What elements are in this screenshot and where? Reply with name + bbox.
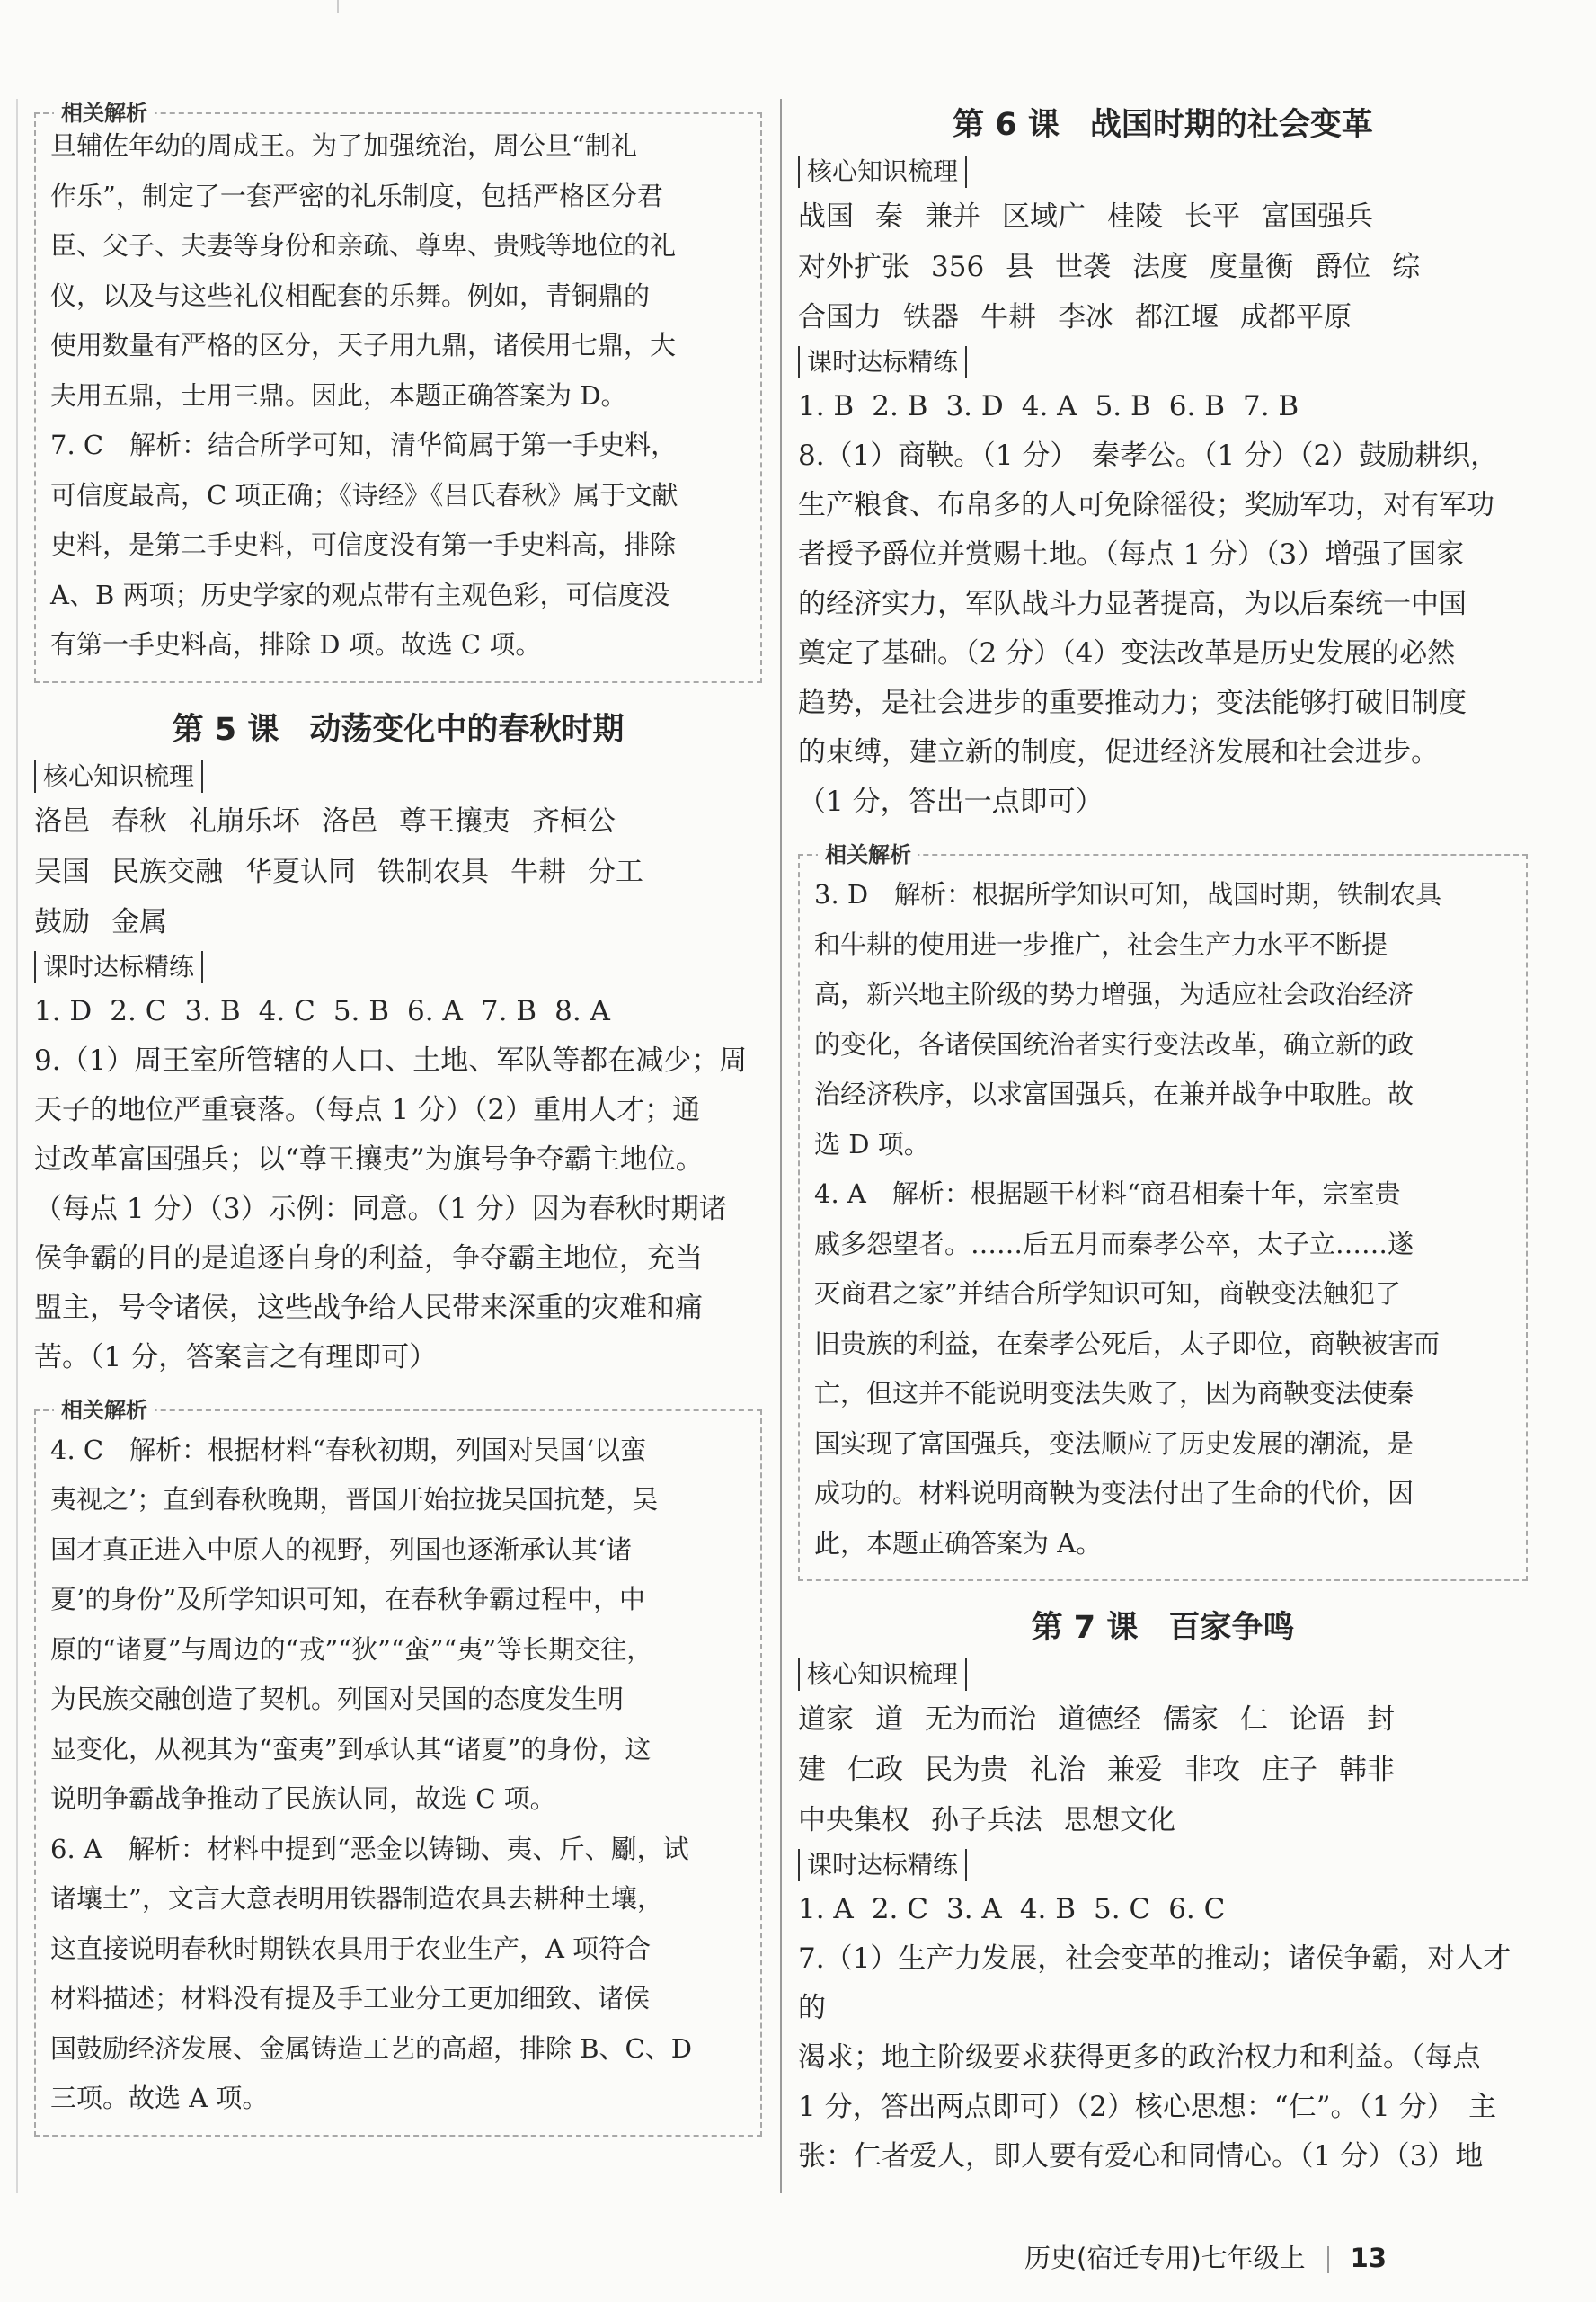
keyword: 分工: [588, 855, 643, 888]
analysis-lines: [50, 121, 748, 671]
keyword: 世袭: [1055, 251, 1112, 283]
text-line: 使用数量有严格的区分，天子用九鼎，诸侯用七鼎，大: [50, 330, 677, 360]
analysis-box-top: [34, 101, 762, 683]
text-line: 天子的地位严重衰落。（每点 1 分）（2）重用人才；通: [34, 1093, 701, 1126]
text-line: 夏’的身份”及所学知识可知，在春秋争霸过程中，中: [50, 1584, 646, 1614]
keyword: 儒家: [1163, 1703, 1219, 1736]
keyword-line: [798, 1694, 1528, 1745]
analysis-tag: 相关解析: [818, 841, 918, 868]
keyword: 法度: [1132, 251, 1189, 283]
text-line: 8.（1）商鞅。（1 分） 秦孝公。（1 分）（2）鼓励耕织，: [798, 440, 1499, 472]
keyword: 对外扩张: [798, 251, 909, 283]
text-line: 旦辅佐年幼的周成王。为了加强统治，周公旦“制礼: [50, 130, 637, 161]
keyword: 非攻: [1184, 1754, 1240, 1786]
keyword: 道德经: [1058, 1703, 1141, 1736]
footer-edition: (宿迁专用): [1077, 2243, 1201, 2273]
text-line: 的变化，各诸侯国统治者实行变法改革，确立新的政: [814, 1028, 1414, 1060]
answer-item: 1. B: [798, 390, 855, 422]
answer-item: 7. B: [480, 994, 537, 1027]
analysis-box-lesson6: [798, 842, 1528, 1581]
keyword-line: [798, 1745, 1528, 1795]
analysis-tag: 相关解析: [54, 100, 155, 127]
lesson-name: 战国时期的社会变革: [1089, 107, 1373, 143]
answer-item: 2. B: [872, 390, 928, 422]
keyword: 爵位: [1315, 251, 1371, 283]
text-line: 奠定了基础。（2 分）（4）变法改革是历史发展的必然: [798, 637, 1456, 670]
text-line: 治经济秩序，以求富国强兵，在兼并战争中取胜。故: [814, 1079, 1414, 1109]
section-practice: 课时达标精练: [798, 1849, 967, 1881]
answer-item: 5. C: [1094, 1893, 1151, 1925]
answer-item: 2. C: [871, 1893, 928, 1925]
keyword: 区域广: [1002, 200, 1086, 233]
text-line: 此，本题正确答案为 A。: [814, 1527, 1103, 1559]
text-line: 7.（1）生产力发展，社会变革的推动；诸侯争霸，对人才的: [798, 1942, 1512, 2024]
text-line: 渴求；地主阶级要求获得更多的政治权力和利益。（每点: [798, 2041, 1481, 2074]
analysis-lines: [50, 1426, 748, 2124]
keyword: 庄子: [1262, 1754, 1317, 1786]
keyword: 富国强兵: [1262, 200, 1373, 233]
text-line: 夫用五鼎，士用三鼎。因此，本题正确答案为 D。: [50, 379, 627, 411]
keyword: 道: [875, 1703, 903, 1736]
keyword: 中央集权: [798, 1804, 909, 1836]
keyword: 建: [798, 1754, 826, 1786]
text-line: （1 分，答出一点即可）: [798, 786, 1104, 818]
text-line: 3. D 解析：根据所学知识可知，战国时期，铁制农具: [814, 879, 1442, 910]
text-line: 仪，以及与这些礼仪相配套的乐舞。例如，青铜鼎的: [50, 280, 651, 311]
lesson-name: 百家争鸣: [1168, 1610, 1295, 1646]
keyword: 铁制农具: [377, 855, 489, 888]
keyword: 孙子兵法: [931, 1804, 1042, 1836]
answer-item: 2. C: [110, 994, 167, 1027]
answer-item: 1. D: [34, 994, 93, 1027]
text-line: 国才真正进入中原人的视野，列国也逐渐承认其‘诸: [50, 1533, 633, 1565]
text-line: 夷视之’；直到春秋晚期，晋国开始拉拢吴国抗楚，吴: [50, 1484, 659, 1515]
lesson-number: 第 5 课: [172, 711, 279, 748]
keyword-line: [34, 897, 762, 947]
keyword: 铁器: [903, 301, 959, 333]
text-line: 国鼓励经济发展、金属铸造工艺的高超，排除 B、C、D: [50, 2032, 692, 2064]
keyword: 都江堰: [1135, 301, 1219, 333]
text-line: 原的“诸夏”与周边的“戎”“狄”“蛮”“夷”等长期交往，: [50, 1633, 653, 1665]
text-line: 有第一手史料高，排除 D 项。故选 C 项。: [50, 629, 542, 660]
text-line: 选 D 项。: [814, 1128, 930, 1160]
text-line: 7. C 解析：结合所学可知，清华简属于第一手史料，: [50, 430, 678, 460]
keyword: 牛耕: [510, 855, 566, 888]
keyword: 吴国: [34, 855, 90, 888]
answer-item: 4. A: [1021, 390, 1077, 422]
keyword: 尊王攘夷: [399, 804, 510, 838]
keywords: [798, 191, 1528, 342]
keyword: 356: [931, 251, 985, 283]
keyword: 综: [1392, 251, 1421, 283]
text-line: 为民族交融创造了契机。列国对吴国的态度发生明: [50, 1684, 625, 1714]
answer-row: [798, 382, 1528, 431]
question-7: [798, 1934, 1528, 2182]
page-footer: [1024, 2240, 1387, 2276]
keyword: 桂陵: [1107, 200, 1163, 233]
lesson-name: 动荡变化中的春秋时期: [309, 711, 625, 748]
answer-row: [34, 987, 762, 1036]
text-line: 作乐”，制定了一套严密的礼乐制度，包括严格区分君: [50, 180, 663, 211]
keyword: 封: [1367, 1703, 1395, 1736]
analysis-box-lesson5: [34, 1397, 762, 2137]
keyword-line: [34, 796, 762, 847]
text-line: A、B 两项；历史学家的观点带有主观色彩，可信度没: [50, 579, 670, 610]
top-crop-mark: [337, 0, 339, 13]
keyword: 无为而治: [925, 1703, 1036, 1736]
analysis-tag: 相关解析: [54, 1397, 155, 1424]
text-line: 史料，是第二手史料，可信度没有第一手史料高，排除: [50, 529, 677, 560]
column-divider: [780, 99, 782, 2193]
text-line: 亡，但这并不能说明变法失败了，因为商鞅变法使秦: [814, 1378, 1414, 1409]
text-line: 显变化，从视其为“蛮夷”到承认其“诸夏”的身份，这: [50, 1733, 652, 1764]
lesson-number: 第 6 课: [953, 107, 1060, 143]
keywords: [798, 1694, 1528, 1845]
text-line: 9.（1）周王室所管辖的人口、土地、军队等都在减少；周: [34, 1044, 748, 1077]
text-line: 可信度最高，C 项正确；《诗经》《吕氏春秋》属于文献: [50, 479, 678, 511]
section-core-knowledge: 核心知识梳理: [798, 1658, 967, 1691]
text-line: 成功的。材料说明商鞅为变法付出了生命的代价，因: [814, 1478, 1414, 1508]
keyword: 韩非: [1339, 1754, 1395, 1786]
keyword: 洛邑: [322, 804, 377, 838]
keyword-line: [798, 292, 1528, 342]
text-line: 者授予爵位并赏赐土地。（每点 1 分）（3）增强了国家: [798, 538, 1465, 571]
keyword: 齐桓公: [532, 804, 616, 838]
keyword: 礼治: [1030, 1754, 1086, 1786]
lesson-5-title: [34, 703, 762, 757]
text-line: 臣、父子、夫妻等身份和亲疏、尊卑、贵贱等地位的礼: [50, 230, 677, 261]
text-line: 国实现了富国强兵，变法顺应了历史发展的潮流，是: [814, 1427, 1414, 1459]
keyword: 兼爱: [1107, 1754, 1163, 1786]
text-line: 戚多怨望者。……后五月而秦孝公卒，太子立……遂: [814, 1228, 1414, 1259]
answer-item: 7. B: [1243, 390, 1299, 422]
answer-item: 3. B: [184, 994, 241, 1027]
keyword: 县: [1006, 251, 1034, 283]
keyword: 金属: [111, 905, 167, 938]
keyword: 仁政: [847, 1754, 903, 1786]
text-line: 和牛耕的使用进一步推广，社会生产力水平不断提: [814, 929, 1388, 960]
keyword-line: [798, 1795, 1528, 1845]
keyword: 民为贵: [925, 1754, 1008, 1786]
text-line: 三项。故选 A 项。: [50, 2083, 269, 2113]
keyword: 战国: [798, 200, 854, 233]
keyword: 道家: [798, 1703, 854, 1736]
left-binding-line: [16, 99, 18, 2193]
right-column: [798, 85, 1528, 2182]
text-line: 趋势，是社会进步的重要推动力；变法能够打破旧制度: [798, 687, 1467, 719]
text-line: 说明争霸战争推动了民族认同，故选 C 项。: [50, 1783, 556, 1814]
keyword: 春秋: [111, 804, 167, 838]
left-column: [34, 85, 762, 2137]
text-line: 的束缚，建立新的制度，促进经济发展和社会进步。: [798, 736, 1439, 769]
keyword: 论语: [1290, 1703, 1345, 1736]
lesson-6-title: [798, 98, 1528, 152]
question-9: [34, 1036, 762, 1382]
text-line: 高，新兴地主阶级的势力增强，为适应社会政治经济: [814, 979, 1414, 1009]
text-line: 4. C 解析：根据材料“春秋初期，列国对吴国‘以蛮: [50, 1434, 647, 1465]
answer-item: 3. A: [945, 1893, 1002, 1925]
text-line: 侯争霸的目的是追逐自身的利益，争夺霸主地位，充当: [34, 1241, 703, 1275]
answer-item: 3. D: [945, 390, 1004, 422]
answer-row: [798, 1885, 1528, 1934]
keyword: 李冰: [1058, 301, 1113, 333]
answer-item: 4. B: [1019, 1893, 1077, 1925]
analysis-lines: [814, 870, 1513, 1569]
footer-subject: 历史: [1024, 2243, 1077, 2273]
text-line: 盟主，号令诸侯，这些战争给人民带来深重的灾难和痛: [34, 1291, 703, 1324]
section-core-knowledge: 核心知识梳理: [798, 156, 967, 188]
section-core-knowledge: 核心知识梳理: [34, 760, 203, 793]
keyword: 兼并: [925, 200, 980, 233]
keyword: 牛耕: [980, 301, 1036, 333]
answer-item: 6. C: [1168, 1893, 1226, 1925]
keywords: [34, 796, 762, 947]
keyword: 礼崩乐坏: [189, 804, 300, 838]
keyword: 洛邑: [34, 804, 90, 838]
keyword: 思想文化: [1064, 1804, 1175, 1836]
lesson-number: 第 7 课: [1031, 1610, 1139, 1646]
answer-item: 1. A: [798, 1893, 854, 1925]
keyword-line: [34, 847, 762, 897]
text-line: 4. A 解析：根据题干材料“商君相秦十年，宗室贵: [814, 1178, 1401, 1209]
text-line: 的经济实力，军队战斗力显著提高，为以后秦统一中国: [798, 588, 1467, 620]
lesson-7-title: [798, 1601, 1528, 1655]
section-practice: 课时达标精练: [34, 951, 203, 983]
keyword: 合国力: [798, 301, 882, 333]
text-line: 6. A 解析：材料中提到“恶金以铸锄、夷、斤、劚，试: [50, 1833, 689, 1864]
text-line: 苦。（1 分，答案言之有理即可）: [34, 1340, 438, 1373]
keyword: 成都平原: [1240, 301, 1352, 333]
footer-separator: [1327, 2246, 1329, 2273]
text-line: 张：仁者爱人，即人要有爱心和同情心。（1 分）（3）地: [798, 2140, 1484, 2173]
text-line: 1 分，答出两点即可）（2）核心思想：“仁”。（1 分） 主: [798, 2091, 1497, 2123]
text-line: 生产粮食、布帛多的人可免除徭役；奖励军功，对有军功: [798, 489, 1494, 521]
footer-grade: 七年级上: [1201, 2243, 1306, 2273]
answer-item: 8. A: [554, 994, 610, 1027]
keyword: 秦: [875, 200, 903, 233]
keyword-line: [798, 242, 1528, 292]
keyword: 鼓励: [34, 905, 90, 938]
keyword: 仁: [1240, 1703, 1268, 1736]
question-8: [798, 431, 1528, 827]
keyword: 华夏认同: [244, 855, 356, 888]
section-practice: 课时达标精练: [798, 346, 967, 378]
keyword-line: [798, 191, 1528, 242]
page-number: 13: [1350, 2243, 1388, 2273]
answer-item: 6. B: [1168, 390, 1225, 422]
answer-item: 4. C: [258, 994, 315, 1027]
text-line: （每点 1 分）（3）示例：同意。（1 分）因为春秋时期诸: [34, 1192, 727, 1225]
keyword: 长平: [1184, 200, 1240, 233]
text-line: 旧贵族的利益，在秦孝公死后，太子即位，商鞅被害而: [814, 1328, 1441, 1359]
text-line: 灭商君之家”并结合所学知识可知，商鞅变法触犯了: [814, 1278, 1401, 1309]
keyword: 度量衡: [1210, 251, 1294, 283]
keyword: 民族交融: [111, 855, 223, 888]
answer-item: 6. A: [407, 994, 463, 1027]
text-line: 过改革富国强兵；以“尊王攘夷”为旗号争夺霸主地位。: [34, 1142, 704, 1176]
text-line: 材料描述；材料没有提及手工业分工更加细致、诸侯: [50, 1983, 651, 2013]
text-line: 这直接说明春秋时期铁农具用于农业生产，A 项符合: [50, 1933, 652, 1964]
answer-item: 5. B: [1095, 390, 1151, 422]
answer-item: 5. B: [332, 994, 390, 1027]
text-line: 诸壤土”，文言大意表明用铁器制造农具去耕种土壤，: [50, 1883, 663, 1914]
